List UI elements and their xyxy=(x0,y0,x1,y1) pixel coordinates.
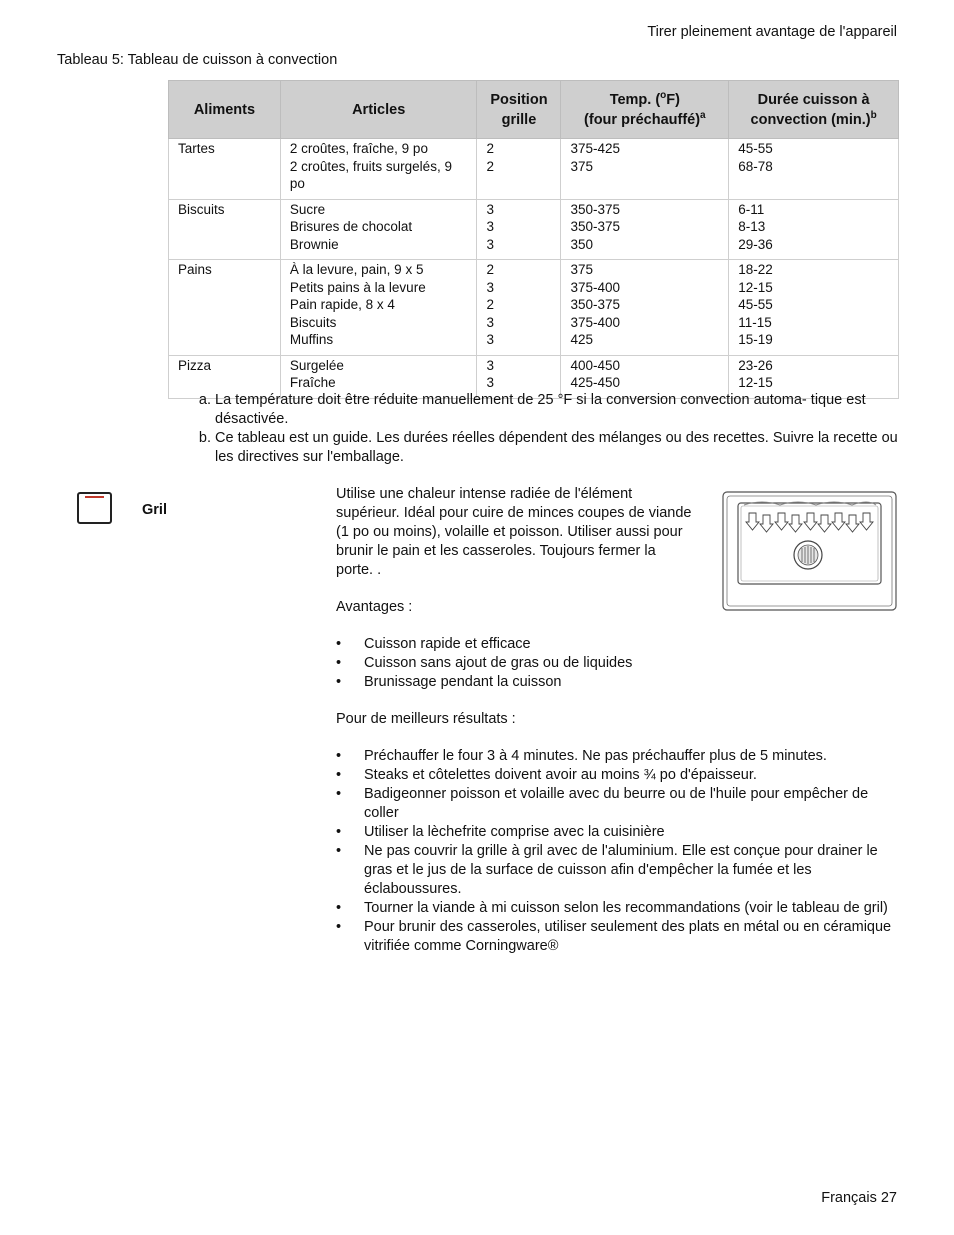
bullet-icon: • xyxy=(336,919,342,935)
cell-articles xyxy=(280,199,477,260)
cell-temp xyxy=(561,260,729,356)
footnote-a: a. La température doit être réduite manuellement de 25 °F si la conversion convection automa- tique est désactivée. xyxy=(215,391,905,429)
header-temp xyxy=(561,81,729,139)
cell-temp-line: 375 xyxy=(570,158,593,174)
table-row xyxy=(169,139,899,200)
convection-cooking-table xyxy=(168,80,899,399)
resultats-list xyxy=(336,747,898,956)
cell-position-line: 3 xyxy=(486,314,494,330)
list-item xyxy=(336,823,898,842)
cell-articles-line: Pain rapide, 8 x 4 xyxy=(289,297,395,312)
header-duree xyxy=(729,81,899,139)
cell-temp xyxy=(561,199,729,260)
bullet-icon: • xyxy=(336,655,342,671)
cell-duree-line: 12-15 xyxy=(738,279,773,295)
list-item xyxy=(336,918,898,956)
table-caption: Tableau 5: Tableau de cuisson à convection xyxy=(57,52,338,68)
cell-duree xyxy=(729,139,899,200)
cell-articles-line: Biscuits xyxy=(289,314,337,330)
cell-temp xyxy=(561,139,729,200)
header-temp-line2: (four préchauffé) xyxy=(584,111,701,128)
cell-temp-line: 425-450 xyxy=(570,375,620,390)
cell-duree-line: 6-11 xyxy=(738,201,765,217)
cell-duree xyxy=(729,199,899,260)
cell-duree-line: 68-78 xyxy=(738,158,773,174)
list-item-text: Pour brunir des casseroles, utiliser seulement des plats en métal ou en céramique vitrifiée comme Corningware® xyxy=(364,919,892,954)
cell-articles-line: 2 croûtes, fruits surgelés, 9 po xyxy=(289,158,452,191)
list-item-text: Ne pas couvrir la grille à gril avec de l'aluminium. Elle est conçue pour drainer le gras et le jus de la surface de cuisson afin d'empêcher la fumée et les éclaboussures. xyxy=(364,843,878,897)
cell-aliment: Tartes xyxy=(169,139,281,200)
header-temp-degree-sup: o xyxy=(660,89,667,101)
page-footer-number: Français 27 xyxy=(821,1190,897,1206)
cell-position-line: 3 xyxy=(486,332,494,347)
cell-temp-line: 375-400 xyxy=(570,314,620,330)
footnote-ref-a: a xyxy=(700,109,706,121)
list-item-text: Préchauffer le four 3 à 4 minutes. Ne pas préchauffer plus de 5 minutes. xyxy=(364,748,827,764)
cell-articles-line: À la levure, pain, 9 x 5 xyxy=(289,262,424,277)
cell-articles-line: Petits pains à la levure xyxy=(289,279,426,295)
header-aliments: Aliments xyxy=(169,81,281,139)
header-duree-line2: convection (min.) xyxy=(750,111,871,128)
avantages-list xyxy=(336,635,898,692)
list-item-text: Utiliser la lèchefrite comprise avec la cuisinière xyxy=(364,824,665,840)
header-duree-line1: Durée cuisson à xyxy=(757,91,870,108)
cell-aliment: Pains xyxy=(169,260,281,356)
cell-position xyxy=(477,260,561,356)
cell-position-line: 3 xyxy=(486,219,494,234)
cell-articles-line: Brownie xyxy=(289,236,339,252)
bullet-icon: • xyxy=(336,636,342,652)
header-temp-pre: Temp. ( xyxy=(609,91,661,108)
cell-temp-line: 400-450 xyxy=(570,357,620,373)
cell-articles-line: Muffins xyxy=(289,332,334,347)
cell-duree-line: 11-15 xyxy=(738,314,772,330)
list-item xyxy=(336,747,898,766)
broil-mode-icon xyxy=(77,492,112,524)
cell-position-line: 2 xyxy=(486,158,494,174)
cell-temp-line: 425 xyxy=(570,332,593,347)
header-temp-post: F) xyxy=(666,91,680,108)
cell-position-line: 3 xyxy=(486,201,494,217)
header-position-line2: grille xyxy=(501,111,537,128)
list-item-text: Cuisson rapide et efficace xyxy=(364,636,531,652)
list-item xyxy=(336,673,898,692)
table-body xyxy=(169,139,899,399)
cell-temp-line: 350-375 xyxy=(570,219,620,234)
cell-articles xyxy=(280,139,477,200)
mode-label-gril: Gril xyxy=(142,502,167,518)
bullet-icon: • xyxy=(336,843,342,859)
list-item-text: Brunissage pendant la cuisson xyxy=(364,674,562,690)
cell-duree-line: 23-26 xyxy=(738,357,773,373)
cell-position-line: 3 xyxy=(486,375,494,390)
bullet-icon: • xyxy=(336,674,342,690)
running-header: Tirer pleinement avantage de l'appareil xyxy=(647,24,897,40)
cell-aliment: Pizza xyxy=(169,355,281,398)
cell-duree-line: 29-36 xyxy=(738,236,773,252)
cell-articles-line: Sucre xyxy=(289,201,326,217)
cell-position xyxy=(477,139,561,200)
cell-temp-line: 375-425 xyxy=(570,141,620,156)
table-row xyxy=(169,260,899,356)
list-item xyxy=(336,654,898,673)
cell-position-line: 3 xyxy=(486,236,494,252)
cell-position-line: 2 xyxy=(486,297,494,312)
list-item-text: Steaks et côtelettes doivent avoir au moins ¾ po d'épaisseur. xyxy=(364,767,757,783)
cell-temp-line: 375 xyxy=(570,262,593,277)
resultats-title: Pour de meilleurs résultats : xyxy=(336,711,516,727)
cell-temp-line: 350-375 xyxy=(570,297,620,312)
cell-articles-line: 2 croûtes, fraîche, 9 po xyxy=(289,141,428,156)
list-item-text: Tourner la viande à mi cuisson selon les recommandations (voir le tableau de gril) xyxy=(364,900,888,916)
cell-duree-line: 45-55 xyxy=(738,141,773,156)
header-position-line1: Position xyxy=(490,91,548,108)
cell-articles-line: Fraîche xyxy=(289,375,336,390)
list-item xyxy=(336,766,898,785)
gril-intro: Utilise une chaleur intense radiée de l'élément supérieur. Idéal pour cuire de minces coupes de viande (1 po ou moins), volaille et poisson. Utiliser aussi pour brunir le pain et les casseroles. Toujours fermer la porte. . xyxy=(336,486,692,578)
footnote-b: b. Ce tableau est un guide. Les durées réelles dépendent des mélanges ou des recettes. Suivre la recette ou les directives sur l'emballage. xyxy=(215,429,905,467)
table-footnotes xyxy=(178,391,905,467)
header-position xyxy=(477,81,561,139)
list-item xyxy=(336,635,898,654)
table-row xyxy=(169,199,899,260)
cell-position-line: 2 xyxy=(486,262,494,277)
cell-position xyxy=(477,199,561,260)
bullet-icon: • xyxy=(336,900,342,916)
cell-articles xyxy=(280,260,477,356)
cell-duree-line: 12-15 xyxy=(738,375,773,390)
list-item xyxy=(336,785,898,823)
cell-duree-line: 18-22 xyxy=(738,262,773,277)
bullet-icon: • xyxy=(336,767,342,783)
cell-duree-line: 15-19 xyxy=(738,332,773,347)
cell-position-line: 3 xyxy=(486,279,494,295)
table-header-row xyxy=(169,81,899,139)
bullet-icon: • xyxy=(336,786,342,802)
list-item-text: Cuisson sans ajout de gras ou de liquides xyxy=(364,655,633,671)
cell-duree-line: 45-55 xyxy=(738,297,773,312)
header-articles: Articles xyxy=(280,81,477,139)
oven-broil-illustration-icon xyxy=(722,491,897,612)
list-item xyxy=(336,899,898,918)
cell-temp-line: 350-375 xyxy=(570,201,620,217)
cell-temp-line: 375-400 xyxy=(570,279,620,295)
cell-articles-line: Brisures de chocolat xyxy=(289,219,413,234)
bullet-icon: • xyxy=(336,748,342,764)
heating-element-bar xyxy=(85,496,104,498)
avantages-title: Avantages : xyxy=(336,599,413,615)
footnote-ref-b: b xyxy=(870,109,877,121)
cell-position-line: 3 xyxy=(486,357,494,373)
list-item xyxy=(336,842,898,899)
cell-aliment: Biscuits xyxy=(169,199,281,260)
bullet-icon: • xyxy=(336,824,342,840)
cell-temp-line: 350 xyxy=(570,236,593,252)
cell-duree-line: 8-13 xyxy=(738,219,766,234)
cell-duree xyxy=(729,260,899,356)
cell-position-line: 2 xyxy=(486,141,494,156)
cell-articles-line: Surgelée xyxy=(289,357,344,373)
list-item-text: Badigeonner poisson et volaille avec du beurre ou de l'huile pour empêcher de coller xyxy=(364,786,869,821)
